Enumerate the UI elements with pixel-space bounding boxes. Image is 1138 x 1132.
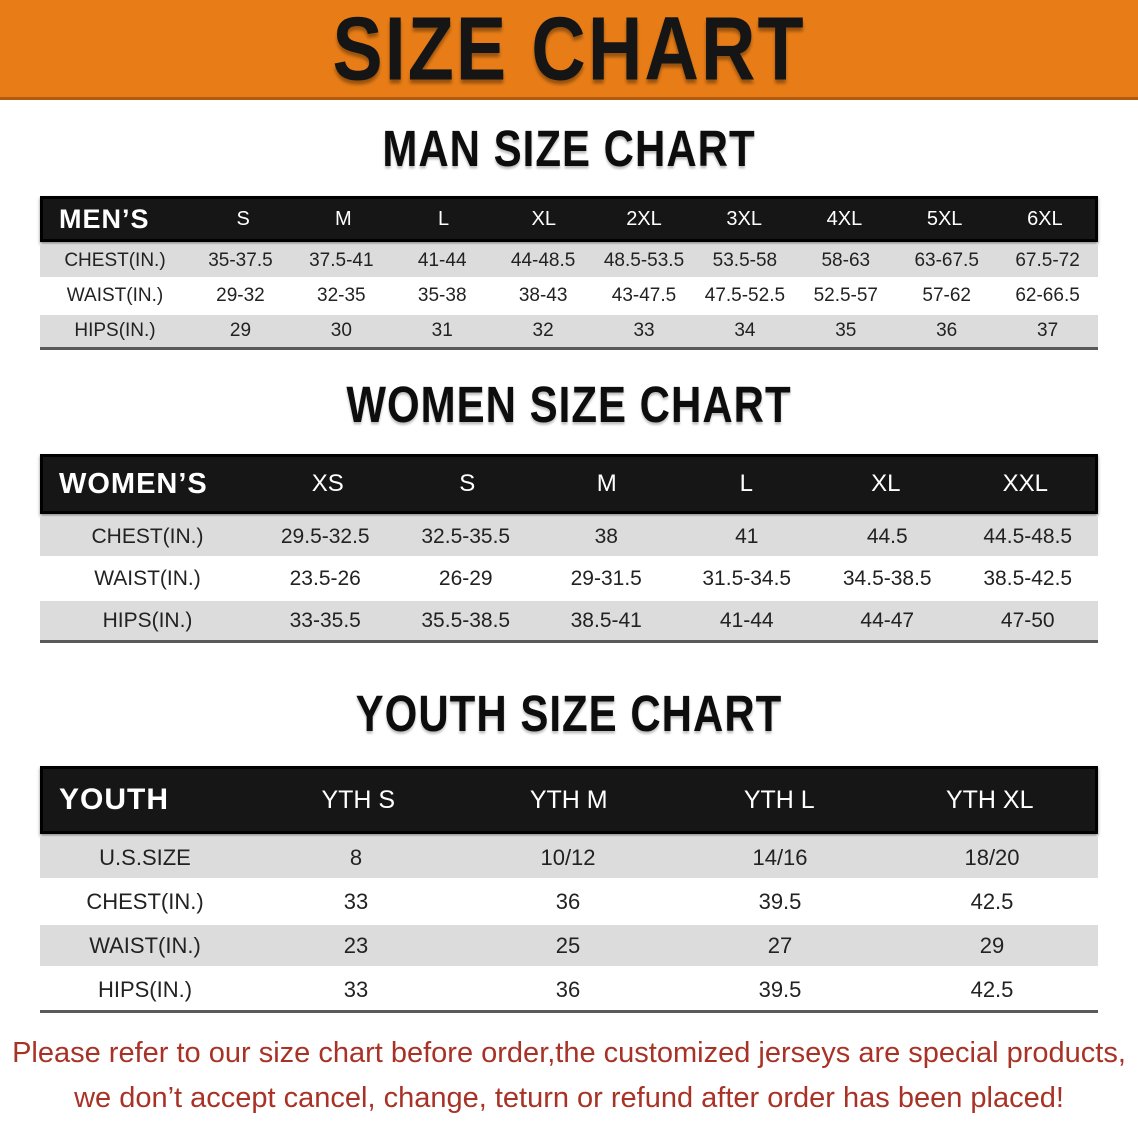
size-value-cell: 63-67.5: [914, 250, 979, 271]
size-value-cell: 42.5: [970, 888, 1014, 914]
size-value-cell: 44-48.5: [510, 250, 576, 271]
table-row: [40, 315, 1098, 347]
women-size-table: [40, 454, 1098, 643]
column-header: XL: [531, 207, 556, 230]
women-size-chart-heading: WOMEN SIZE CHART: [346, 375, 792, 434]
size-value-cell: 41-44: [719, 608, 774, 632]
column-header: 2XL: [626, 207, 662, 230]
column-header: 5XL: [926, 207, 963, 230]
size-value-cell: 35: [835, 320, 857, 341]
size-value-cell: 34.5-38.5: [842, 566, 932, 590]
size-value-cell: 33: [343, 976, 369, 1002]
size-value-cell: 67.5-72: [1015, 250, 1080, 271]
size-value-cell: 38.5-41: [570, 608, 642, 632]
size-value-cell: 10/12: [540, 844, 596, 870]
size-value-cell: 47-50: [1000, 608, 1055, 632]
size-value-cell: 33-35.5: [289, 608, 361, 632]
size-value-cell: 29-32: [216, 285, 265, 306]
size-value-cell: 42.5: [970, 976, 1014, 1002]
size-value-cell: 38.5-42.5: [983, 566, 1073, 590]
size-value-cell: 43-47.5: [611, 285, 677, 306]
row-label: HIPS(IN.): [102, 608, 193, 632]
size-value-cell: 58-63: [821, 250, 871, 271]
size-chart-banner: [0, 0, 1138, 100]
table-row: [40, 601, 1098, 640]
table-row: [40, 881, 1098, 922]
size-value-cell: 34: [734, 320, 756, 341]
size-value-cell: 33: [343, 888, 369, 914]
size-value-cell: 39.5: [758, 888, 802, 914]
size-value-cell: 38: [594, 524, 618, 548]
row-label: HIPS(IN.): [74, 320, 156, 341]
column-header: S: [236, 207, 250, 230]
size-value-cell: 36: [555, 888, 581, 914]
size-value-cell: 32.5-35.5: [421, 524, 511, 548]
size-value-cell: 23: [343, 932, 369, 958]
size-value-cell: 47.5-52.5: [704, 285, 786, 306]
column-header: YTH S: [321, 785, 396, 814]
size-value-cell: 44-47: [860, 608, 915, 632]
size-value-cell: 52.5-57: [813, 285, 879, 306]
size-value-cell: 33: [633, 320, 655, 341]
row-label: CHEST(IN.): [86, 888, 204, 914]
youth-size-table: [40, 766, 1098, 1013]
size-value-cell: 53.5-58: [712, 250, 778, 271]
size-value-cell: 36: [555, 976, 581, 1002]
row-label: WAIST(IN.): [94, 566, 201, 590]
column-header: 4XL: [826, 207, 863, 230]
table-corner-label: YOUTH: [59, 783, 169, 816]
size-value-cell: 32-35: [317, 285, 366, 306]
women-table-header-row: [40, 454, 1098, 514]
size-value-cell: 31: [431, 320, 453, 341]
size-value-cell: 62-66.5: [1015, 285, 1080, 306]
size-value-cell: 48.5-53.5: [603, 250, 685, 271]
size-value-cell: 18/20: [964, 844, 1020, 870]
size-value-cell: 26-29: [438, 566, 493, 590]
size-value-cell: 30: [330, 320, 352, 341]
size-value-cell: 37: [1037, 320, 1059, 341]
row-label: CHEST(IN.): [64, 250, 166, 271]
disclaimer-text: [0, 1031, 1138, 1121]
table-row: [40, 925, 1098, 966]
column-header: YTH L: [743, 785, 815, 814]
column-header: 6XL: [1027, 207, 1063, 230]
column-header: M: [596, 470, 617, 497]
size-value-cell: 29-31.5: [570, 566, 642, 590]
column-header: XL: [871, 470, 901, 497]
column-header: XXL: [1002, 470, 1048, 497]
table-row: [40, 280, 1098, 312]
table-corner-label: WOMEN’S: [59, 467, 208, 500]
row-label: CHEST(IN.): [91, 524, 204, 548]
men-size-table: [40, 196, 1098, 350]
column-header: L: [437, 207, 450, 230]
table-row: [40, 969, 1098, 1010]
size-value-cell: 39.5: [758, 976, 802, 1002]
size-value-cell: 44.5-48.5: [983, 524, 1073, 548]
row-label: HIPS(IN.): [97, 976, 193, 1002]
column-header: YTH M: [529, 785, 608, 814]
table-row: [40, 517, 1098, 556]
men-table-header-row: [40, 196, 1098, 242]
size-value-cell: 35-38: [417, 285, 467, 306]
column-header: YTH XL: [945, 785, 1034, 814]
size-value-cell: 14/16: [752, 844, 808, 870]
man-size-chart-heading: MAN SIZE CHART: [382, 119, 756, 178]
row-label: WAIST(IN.): [66, 285, 164, 306]
size-value-cell: 29: [229, 320, 252, 341]
size-value-cell: 29: [979, 932, 1005, 958]
youth-size-chart-heading: YOUTH SIZE CHART: [355, 684, 783, 743]
size-value-cell: 31.5-34.5: [702, 566, 792, 590]
size-value-cell: 23.5-26: [289, 566, 361, 590]
column-header: S: [459, 470, 476, 497]
size-value-cell: 36: [936, 320, 958, 341]
column-header: L: [739, 470, 753, 497]
size-value-cell: 41: [735, 524, 759, 548]
column-header: M: [334, 207, 352, 230]
column-header: 3XL: [726, 207, 762, 230]
disclaimer-line-1: Please refer to our size chart before order,the customized jerseys are special products,: [12, 1037, 1126, 1069]
youth-table-header-row: [40, 766, 1098, 834]
column-header: XS: [311, 470, 344, 497]
size-value-cell: 57-62: [922, 285, 971, 306]
disclaimer-line-2: we don’t accept cancel, change, teturn or refund after order has been placed!: [74, 1081, 1064, 1114]
table-row: [40, 837, 1098, 878]
size-value-cell: 41-44: [417, 250, 467, 271]
table-row: [40, 559, 1098, 598]
size-value-cell: 8: [349, 844, 363, 870]
size-chart-title: SIZE CHART: [332, 0, 806, 100]
size-value-cell: 38-43: [518, 285, 568, 306]
size-value-cell: 25: [555, 932, 581, 958]
size-value-cell: 27: [767, 932, 793, 958]
size-value-cell: 37.5-41: [309, 250, 374, 271]
size-value-cell: 35-37.5: [208, 250, 273, 271]
table-row: [40, 245, 1098, 277]
size-value-cell: 35.5-38.5: [421, 608, 511, 632]
row-label: U.S.SIZE: [99, 844, 191, 870]
table-corner-label: MEN’S: [59, 203, 150, 234]
size-value-cell: 29.5-32.5: [280, 524, 370, 548]
size-value-cell: 32: [532, 320, 554, 341]
row-label: WAIST(IN.): [89, 932, 201, 958]
size-value-cell: 44.5: [866, 524, 908, 548]
